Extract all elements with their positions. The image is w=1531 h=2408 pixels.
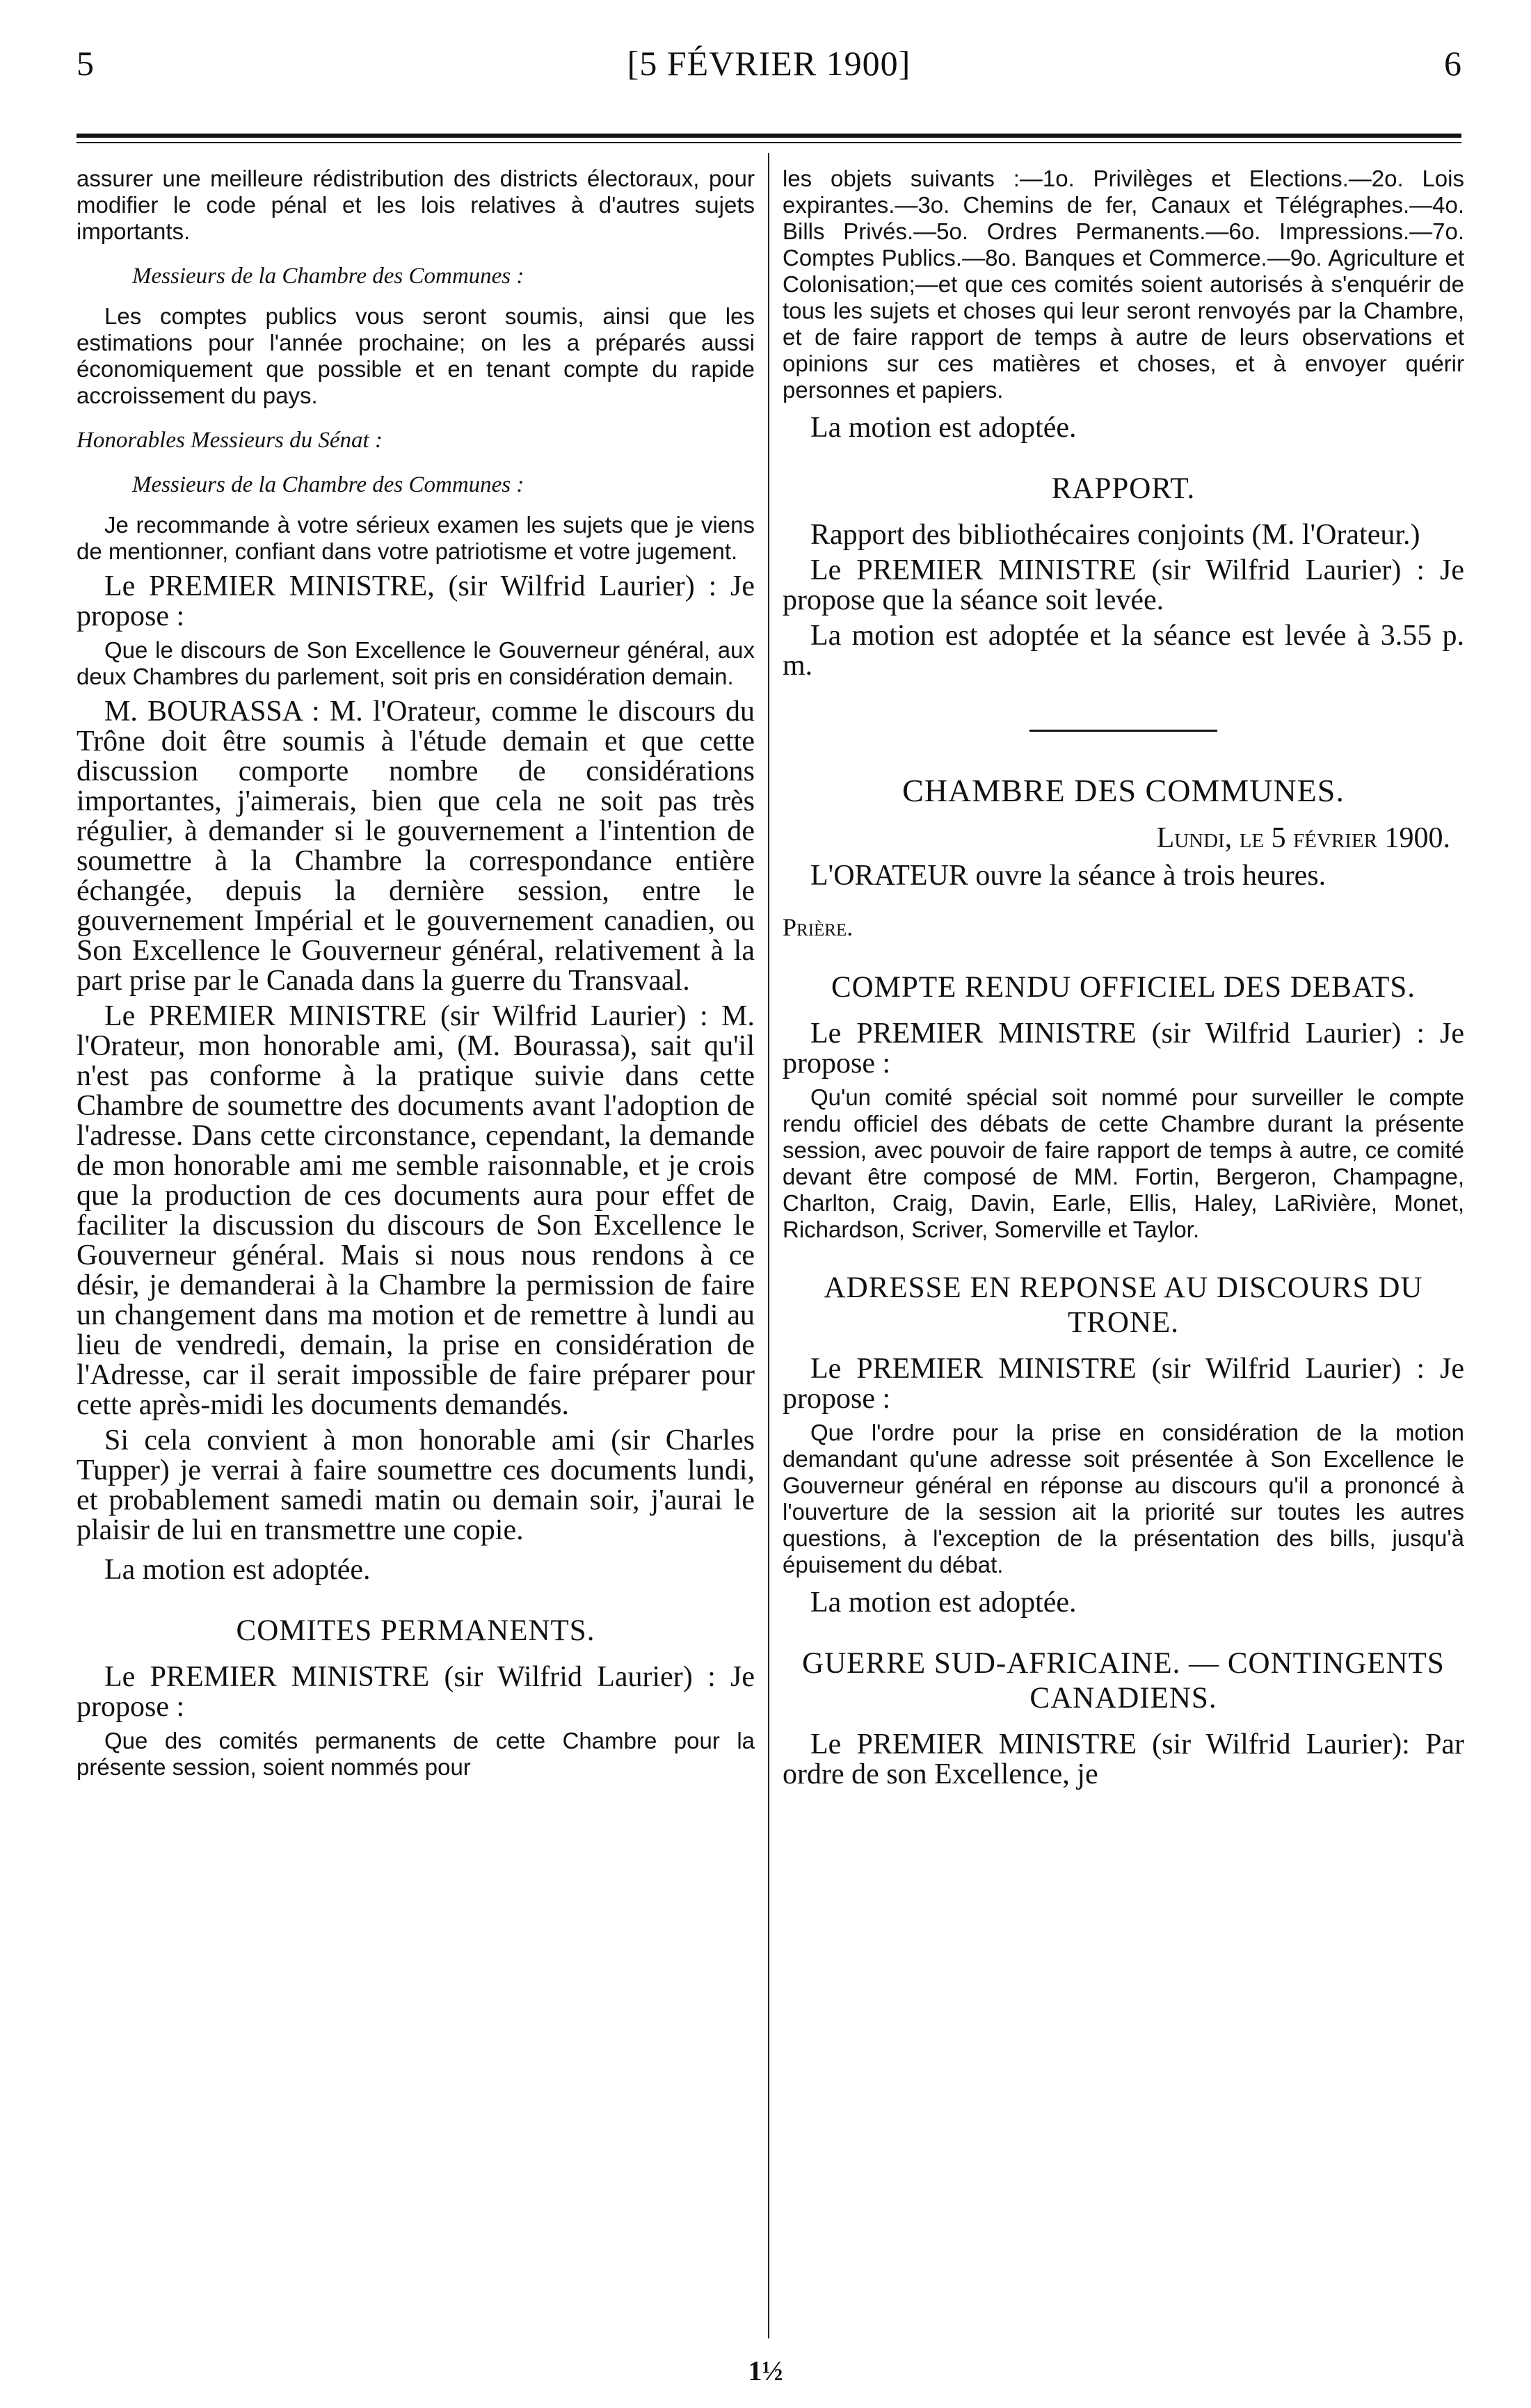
section-heading: ADRESSE EN REPONSE AU DISCOURS DU TRONE. (824, 1271, 1423, 1339)
prayer-line: Prière. (783, 913, 853, 941)
page-number-left: 5 (77, 44, 94, 83)
address-line: Messieurs de la Chambre des Communes : (132, 264, 524, 289)
motion-text: Que l'ordre pour la prise en considération de la motion demandant qu'une adresse soit présentée à Son Excellence le Gouverneur général en réponse au discours qu'il a prononcé à l'ouverture de la session ait la priorité sur toutes les autres questions, à l'exception de la présentation des bills, jusqu'à épuisement du débat. (783, 1420, 1464, 1578)
right-column (783, 166, 1464, 2311)
paragraph: Je recommande à votre sérieux examen les sujets que je viens de mentionner, confiant dans votre patriotisme et votre jugement. (77, 512, 755, 564)
section-heading: RAPPORT. (1051, 472, 1196, 505)
paragraph: assurer une meilleure rédistribution des districts électoraux, pour modifier le code pénal et les lois relatives à d'autres sujets importants. (77, 166, 755, 244)
speaker-paragraph: M. BOURASSA : M. l'Orateur, comme le discours du Trône doit être soumis à l'étude demain et que cette discussion comporte nombre de considérations importantes, j'aimerais, bien que cela ne soit pas très régulier, à demander si le gouvernement a l'intention de soumettre à la Chambre la correspondance entière échangée, depuis la dernière session, entre le gouvernement Impérial et le gouvernement canadien, ou Son Excellence le Gouverneur général, relativement à la part prise par le Canada dans la guerre du Transvaal. (77, 696, 755, 997)
motion-text: les objets suivants :—1o. Privilèges et Elections.—2o. Lois expirantes.—3o. Chemins de fer, Canaux et Télégraphes.—4o. Bills Privés.—5o. Ordres Permanents.—6o. Impressions.—7o. Comptes Publics.—8o. Banques et Commerce.—9o. Agriculture et Colonisation;—et que ces comités soient autorisés à s'enquérir de tous les sujets et choses qui leur seront renvoyés par la Chambre, et de faire rapport de temps à autre de leurs observations et opinions sur ces matières et choses, et à envoyer quérir personnes et papiers. (783, 166, 1464, 403)
motion-adopted: La motion est adoptée. (810, 412, 1077, 444)
section-separator (1029, 730, 1217, 732)
motion-text: Que le discours de Son Excellence le Gouverneur général, aux deux Chambres du parlement, soit pris en considération demain. (77, 637, 755, 689)
column-divider (768, 153, 769, 2338)
address-line: Honorables Messieurs du Sénat : (77, 428, 383, 453)
left-column (77, 166, 755, 2311)
speaker-paragraph: Le PREMIER MINISTRE (sir Wilfrid Laurier) : Je propose : (783, 1353, 1464, 1415)
section-heading: COMITES PERMANENTS. (236, 1614, 595, 1647)
sitting-date: Lundi, le 5 février 1900. (1156, 822, 1450, 854)
speaker-paragraph: Le PREMIER MINISTRE (sir Wilfrid Laurier) : Je propose : (783, 1018, 1464, 1079)
paragraph: Rapport des bibliothécaires conjoints (M. l'Orateur.) (810, 519, 1420, 551)
address-line: Messieurs de la Chambre des Communes : (132, 472, 524, 497)
header-rule-thick (77, 134, 1461, 138)
paragraph: Les comptes publics vous seront soumis, ainsi que les estimations pour l'année prochaine; on les a préparés aussi économiquement que possible et en tenant compte du rapide accroissement du pays. (77, 303, 755, 408)
page-header (77, 43, 1461, 92)
signature-mark: 1½ (748, 2355, 783, 2386)
motion-text: Que des comités permanents de cette Chambre pour la présente session, soient nommés pour (77, 1728, 755, 1780)
paragraph: Si cela convient à mon honorable ami (sir Charles Tupper) je verrai à faire soumettre ces documents lundi, et probablement samedi matin ou demain soir, j'aurai le plaisir de lui en transmettre une copie. (77, 1424, 755, 1546)
speaker-paragraph: Le PREMIER MINISTRE (sir Wilfrid Laurier) : M. l'Orateur, mon honorable ami, (M. Bourassa), sait qu'il n'est pas conforme à la pratique suivie dans cette Chambre de soumettre des documents avant l'adoption de l'adresse. Dans cette circonstance, cependant, la demande de mon honorable ami me semble raisonnable, et je crois que la production de ces documents aura pour effet de faciliter la discussion du discours de Son Excellence le Gouverneur général. Mais si nous nous rendons à ce désir, je demanderai à la Chambre la permission de faire un changement dans ma motion et de remettre à lundi au lieu de vendredi, demain, la prise en considération de l'Adresse, car il serait impossible de faire préparer pour cette après-midi les documents demandés. (77, 1000, 755, 1421)
paragraph: La motion est adoptée et la séance est levée à 3.55 p. m. (783, 620, 1464, 682)
page-number-right: 6 (1444, 44, 1461, 83)
motion-text: Qu'un comité spécial soit nommé pour surveiller le compte rendu officiel des débats de cette Chambre durant la présente session, avec pouvoir de faire rapport de temps à autre, ce comité devant être composé de MM. Fortin, Bergeron, Champagne, Charlton, Craig, Davin, Earle, Ellis, Haley, LaRivière, Monet, Richardson, Scriver, Somerville et Taylor. (783, 1084, 1464, 1242)
chamber-heading: CHAMBRE DES COMMUNES. (902, 773, 1345, 808)
motion-adopted: La motion est adoptée. (104, 1554, 371, 1586)
header-rule-thin (77, 142, 1461, 143)
speaker-paragraph: Le PREMIER MINISTRE (sir Wilfrid Laurier): Par ordre de son Excellence, je (783, 1728, 1464, 1790)
motion-adopted: La motion est adoptée. (810, 1587, 1077, 1619)
paragraph: L'ORATEUR ouvre la séance à trois heures. (810, 860, 1326, 892)
section-heading: COMPTE RENDU OFFICIEL DES DEBATS. (831, 971, 1416, 1004)
header-date: [5 FÉVRIER 1900] (627, 44, 911, 83)
speaker-paragraph: Le PREMIER MINISTRE (sir Wilfrid Laurier) : Je propose que la séance soit levée. (783, 554, 1464, 616)
speaker-paragraph: Le PREMIER MINISTRE (sir Wilfrid Laurier) : Je propose : (77, 1661, 755, 1723)
section-heading: GUERRE SUD-AFRICAINE. — CONTINGENTS CANADIENS. (802, 1647, 1445, 1715)
speaker-paragraph: Le PREMIER MINISTRE, (sir Wilfrid Laurier) : Je propose : (77, 570, 755, 632)
